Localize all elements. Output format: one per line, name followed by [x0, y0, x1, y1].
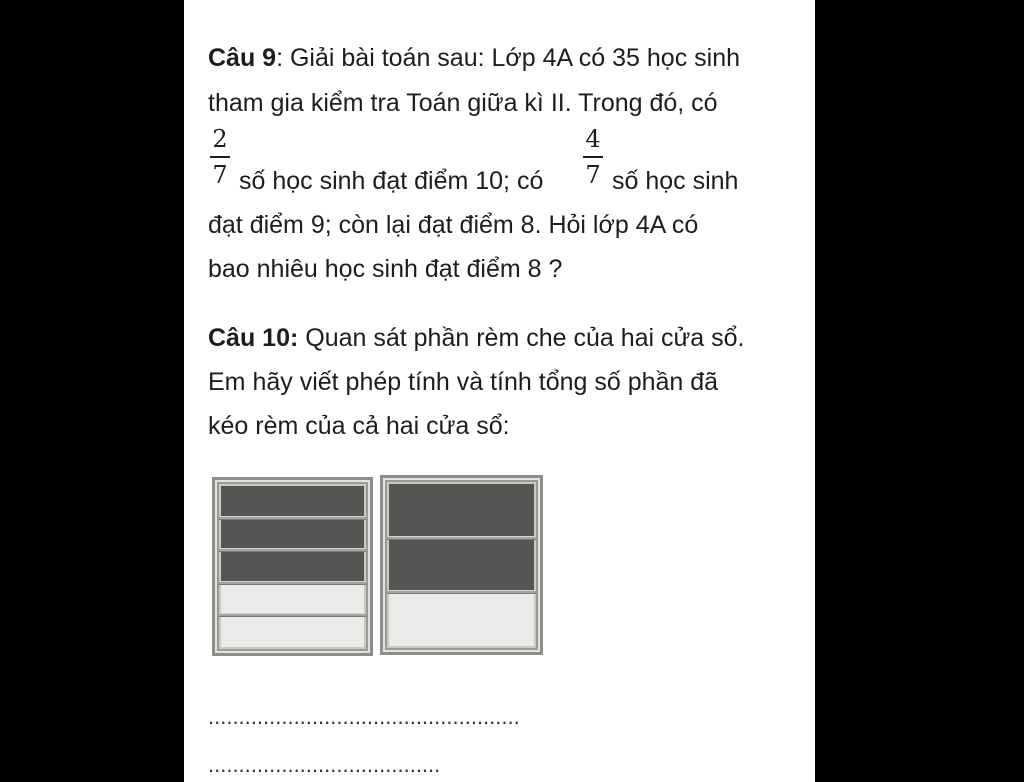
q9-line-2: tham gia kiểm tra Toán giữa kì II. Trong đó, có: [208, 89, 718, 117]
q9-line-1: Câu 9: Giải bài toán sau: Lớp 4A có 35 học sinh: [208, 44, 741, 72]
window-left-panes: [221, 486, 364, 647]
answer-line-2: ......................................: [208, 752, 441, 777]
answer-line-1: ...................................................: [208, 704, 520, 729]
curtain-pane-drawn: [389, 484, 534, 538]
window-left: [212, 477, 373, 656]
q10-line-3: kéo rèm của cả hai cửa sổ:: [208, 412, 510, 440]
curtain-pane-open: [389, 592, 534, 646]
q10-label: Câu 10:: [208, 324, 299, 352]
window-right-panes: [389, 484, 534, 646]
curtain-pane-drawn: [221, 550, 364, 582]
q9-line-4: đạt điểm 9; còn lại đạt điểm 8. Hỏi lớp 4A có: [208, 211, 699, 239]
curtain-pane-drawn: [221, 486, 364, 518]
pane-divider: [219, 613, 366, 617]
fraction-2-7: 2 7: [210, 125, 230, 189]
pane-divider: [219, 516, 366, 520]
q9-line-3b: số học sinh: [612, 167, 739, 195]
curtain-pane-open: [221, 583, 364, 615]
q9-line-3a: số học sinh đạt điểm 10; có: [239, 167, 544, 195]
q10-line-1: Câu 10: Quan sát phần rèm che của hai cửa sổ.: [208, 324, 745, 352]
curtain-pane-drawn: [221, 518, 364, 550]
pane-divider: [219, 548, 366, 552]
curtain-pane-drawn: [389, 538, 534, 592]
pane-divider: [219, 581, 366, 585]
window-right: [380, 475, 543, 655]
fraction-4-7: 4 7: [583, 125, 603, 189]
q9-label: Câu 9: [208, 44, 277, 72]
pane-divider: [387, 590, 536, 594]
pane-divider: [387, 536, 536, 540]
q9-line-5: bao nhiêu học sinh đạt điểm 8 ?: [208, 255, 563, 283]
curtain-pane-open: [221, 615, 364, 647]
worksheet-page: [184, 0, 815, 782]
q10-line-2: Em hãy viết phép tính và tính tổng số phần đã: [208, 368, 719, 396]
